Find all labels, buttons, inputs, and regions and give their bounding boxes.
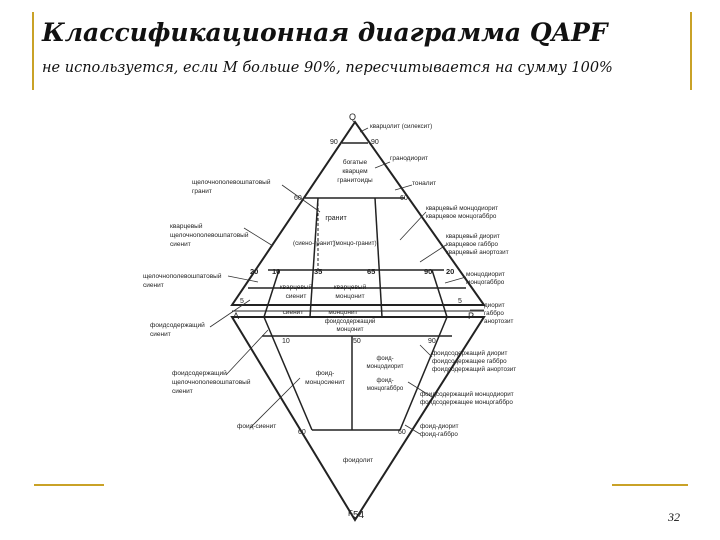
tick-q90-left: 90 bbox=[330, 139, 338, 146]
svg-text:фоид-: фоид- bbox=[376, 378, 394, 384]
callout-right-quartz-diorite bbox=[446, 232, 509, 256]
field-foid-monzonite bbox=[325, 318, 376, 333]
field-quartz-syenite bbox=[280, 283, 313, 300]
lower-triangle bbox=[232, 317, 484, 520]
callout-right-monzodiorite bbox=[466, 271, 505, 286]
field-monzonite: монцонит bbox=[328, 309, 358, 316]
field-foid-monzodiorite bbox=[367, 356, 404, 392]
page-subtitle: не используется, если М больше 90%, пересчитывается на сумму 100% bbox=[42, 60, 613, 76]
svg-text:щелочнополевошпатовый: щелочнополевошпатовый bbox=[192, 179, 271, 186]
svg-text:кварцевое габбро: кварцевое габбро bbox=[446, 241, 498, 248]
field-granite: гранит bbox=[325, 215, 347, 222]
svg-text:гранит: гранит bbox=[192, 188, 212, 195]
svg-text:фоидсодержащее габбро: фоидсодержащее габбро bbox=[432, 358, 507, 365]
tick-q20: 20 bbox=[250, 267, 259, 276]
svg-text:кварцевый монцодиорит: кварцевый монцодиорит bbox=[426, 205, 499, 212]
callout-left-foid-syenite bbox=[150, 321, 205, 338]
svg-text:монцодиорит: монцодиорит bbox=[366, 364, 404, 370]
svg-text:кварцем: кварцем bbox=[342, 168, 368, 175]
svg-text:сиенит: сиенит bbox=[285, 293, 307, 300]
tick-f50: 50 bbox=[353, 338, 361, 345]
upper-div-90 bbox=[432, 270, 447, 317]
svg-text:фоид-диорит: фоид-диорит bbox=[420, 423, 459, 430]
tick-35: 35 bbox=[314, 267, 323, 276]
svg-text:кварцевый: кварцевый bbox=[279, 284, 313, 291]
svg-text:кварцевый: кварцевый bbox=[333, 284, 367, 291]
svg-text:кварцевый: кварцевый bbox=[170, 223, 203, 230]
callout-left-alkali-granite bbox=[192, 178, 271, 195]
page-number: 32 bbox=[668, 510, 680, 524]
svg-text:анортозит: анортозит bbox=[484, 318, 514, 325]
upper-div-35 bbox=[310, 198, 318, 317]
tick-q60-right: 60 bbox=[400, 195, 408, 202]
field-foid-monzosyenite bbox=[305, 370, 345, 386]
svg-text:монцонит: монцонит bbox=[336, 327, 364, 333]
callout-right-foid-diorite-2 bbox=[420, 423, 459, 438]
svg-text:кварцевый анортозит: кварцевый анортозит bbox=[446, 249, 509, 256]
svg-text:монцогаббро: монцогаббро bbox=[466, 279, 505, 286]
svg-text:фоидсодержащий: фоидсодержащий bbox=[324, 319, 376, 325]
lower-div-10 bbox=[264, 317, 312, 430]
callout-right-diorite bbox=[484, 302, 513, 325]
svg-text:фоид-: фоид- bbox=[376, 356, 394, 362]
tick-f60-left: 60 bbox=[298, 429, 306, 436]
tick-65: 65 bbox=[367, 267, 376, 276]
svg-text:сиенит: сиенит bbox=[172, 388, 193, 395]
field-quartz-rich bbox=[337, 158, 373, 184]
field-quartz-monzonite bbox=[334, 283, 367, 300]
tick-10: 10 bbox=[272, 267, 281, 276]
svg-text:габбро: габбро bbox=[484, 310, 504, 317]
callout-right-quartz-monzodiorite bbox=[426, 204, 498, 220]
callout-left-quartz-alkali-syenite bbox=[170, 222, 249, 248]
tick-f-bottom: 54 bbox=[353, 510, 365, 521]
tick-q60-left: 60 bbox=[294, 195, 302, 202]
svg-text:щелочнополевошпатовый: щелочнополевошпатовый bbox=[143, 273, 222, 280]
svg-text:сиенит: сиенит bbox=[143, 282, 164, 289]
svg-text:сиенит: сиенит bbox=[150, 331, 171, 338]
left-leader-lines bbox=[210, 185, 323, 428]
callout-right-tonalite: тоналит bbox=[412, 180, 437, 187]
tick-f90: 90 bbox=[428, 338, 436, 345]
tick-q20-right: 20 bbox=[446, 267, 455, 276]
tick-f10: 10 bbox=[282, 338, 290, 345]
svg-text:фоид-: фоид- bbox=[315, 370, 335, 377]
svg-text:фоидсодержащий анортозит: фоидсодержащий анортозит bbox=[432, 366, 517, 373]
svg-text:фоид-габбро: фоид-габбро bbox=[420, 431, 458, 438]
svg-text:фоидсодержащий: фоидсодержащий bbox=[150, 322, 205, 329]
callout-right-quartzolite: кварцолит (силексит) bbox=[370, 123, 433, 130]
svg-text:кварцевое монцогаббро: кварцевое монцогаббро bbox=[426, 213, 497, 220]
svg-text:монцосиенит: монцосиенит bbox=[305, 379, 345, 386]
tick-p5: 5 bbox=[458, 298, 462, 305]
callout-right-granodiorite: гранодиорит bbox=[390, 155, 428, 162]
tick-a5: 5 bbox=[240, 298, 244, 305]
field-syeno-granite: (сиено-гранит) bbox=[293, 240, 335, 247]
svg-text:фоидсодержащий монцодиорит: фоидсодержащий монцодиорит bbox=[420, 391, 514, 398]
vertex-p: P bbox=[468, 311, 475, 321]
vertex-f: F bbox=[348, 509, 353, 518]
callout-left-alkali-syenite bbox=[143, 272, 222, 289]
svg-text:щелочнополевошпатовый: щелочнополевошпатовый bbox=[172, 379, 251, 386]
svg-text:богатые: богатые bbox=[342, 159, 368, 166]
tick-f60-right: 60 bbox=[398, 429, 406, 436]
callout-left-foid-syenite-2: фоид-сиенит bbox=[237, 423, 277, 430]
svg-text:сиенит: сиенит bbox=[170, 241, 191, 248]
page-title: Классификационная диаграмма QAPF bbox=[42, 18, 608, 47]
svg-text:монцогаббро: монцогаббро bbox=[366, 386, 404, 392]
svg-text:щелочнополевошпатовый: щелочнополевошпатовый bbox=[170, 232, 249, 239]
field-foidolite: фоидолит bbox=[342, 457, 374, 464]
field-monzo-granite: (монцо-гранит) bbox=[333, 240, 377, 247]
vertex-a: A bbox=[233, 311, 240, 321]
callout-right-foid-diorite bbox=[432, 349, 516, 373]
callout-left-foid-alkali-syenite bbox=[172, 369, 251, 395]
svg-text:фоидсодержащее монцогаббро: фоидсодержащее монцогаббро bbox=[420, 399, 513, 406]
svg-text:монцодиорит: монцодиорит bbox=[466, 271, 505, 278]
svg-text:диорит: диорит bbox=[484, 302, 505, 309]
tick-90: 90 bbox=[424, 267, 433, 276]
vertex-q: Q bbox=[349, 112, 357, 122]
upper-div-10 bbox=[264, 270, 279, 317]
svg-text:кварцевый диорит: кварцевый диорит bbox=[446, 233, 500, 240]
field-syenite: сиенит bbox=[282, 309, 304, 316]
tick-q90-right: 90 bbox=[371, 139, 379, 146]
upper-div-65 bbox=[375, 198, 382, 317]
callout-right-foid-monzodiorite bbox=[420, 390, 514, 406]
svg-text:гранитоиды: гранитоиды bbox=[337, 177, 373, 184]
svg-text:фоидсодержащий диорит: фоидсодержащий диорит bbox=[432, 350, 508, 357]
svg-text:монцонит: монцонит bbox=[335, 293, 365, 300]
svg-text:фоидсодержащий: фоидсодержащий bbox=[172, 370, 227, 377]
